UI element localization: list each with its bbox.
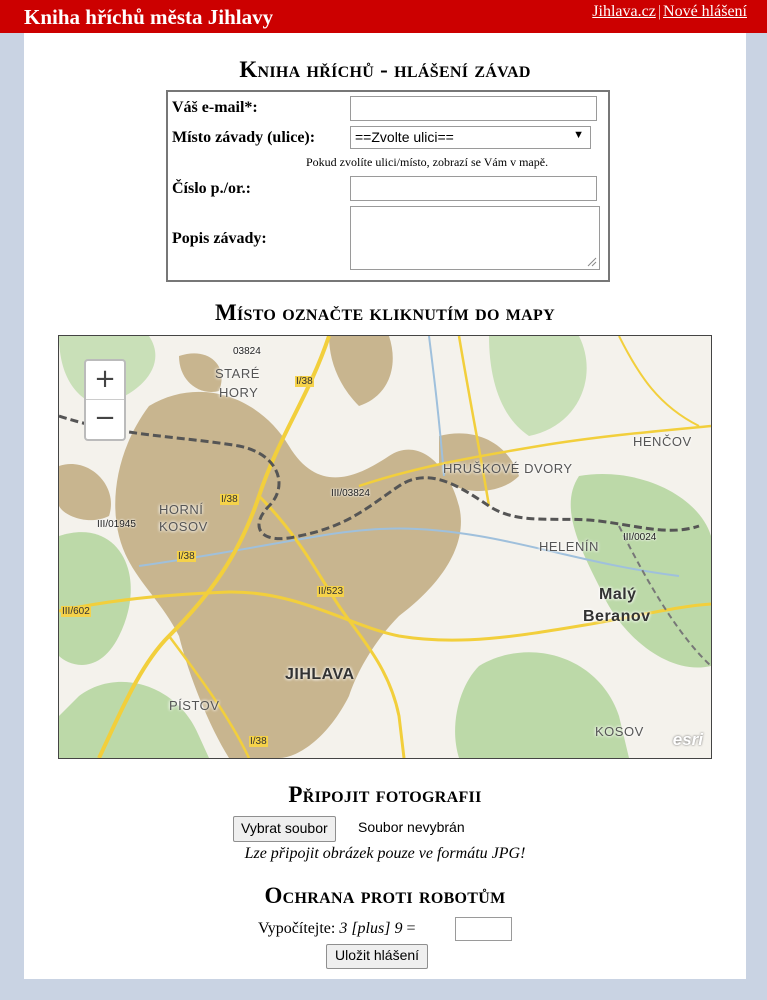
road-label-ii523: II/523 xyxy=(318,586,344,597)
esri-logo: esri xyxy=(672,730,703,749)
captcha-answer-field[interactable] xyxy=(455,917,512,941)
street-select[interactable] xyxy=(350,126,591,149)
street-select-value: ==Zvolte ulici== xyxy=(355,129,454,145)
description-label: Popis závady: xyxy=(172,230,267,247)
road-label-iii01945: III/01945 xyxy=(97,519,136,530)
street-hint: Pokud zvolíte ulici/místo, zobrazí se Vám v mapě. xyxy=(306,155,549,169)
jihlava-link[interactable]: Jihlava.cz xyxy=(592,3,656,20)
road-label-i38-south: I/38 xyxy=(250,736,267,747)
zoom-out-button[interactable]: − xyxy=(94,403,116,433)
link-separator: | xyxy=(657,3,662,20)
road-label-i38-north: I/38 xyxy=(296,376,313,387)
main-content xyxy=(24,33,746,979)
new-report-link[interactable]: Nové hlášení xyxy=(663,3,747,20)
save-report-button[interactable]: Uložit hlášení xyxy=(326,944,428,969)
file-status: Soubor nevybrán xyxy=(358,819,465,835)
choose-file-button[interactable]: Vybrat soubor xyxy=(233,816,336,842)
captcha-prefix: Vypočítejte: xyxy=(258,920,336,937)
house-number-field[interactable] xyxy=(350,176,597,201)
map-label-hory: HORY xyxy=(219,385,259,400)
map-label-jihlava: JIHLAVA xyxy=(285,666,355,683)
road-label-i38-west: I/38 xyxy=(178,551,195,562)
map-label-beranov: Beranov xyxy=(583,608,651,625)
map-label-kosov-south: KOSOV xyxy=(595,724,644,739)
map-label-kosov-north: KOSOV xyxy=(159,519,208,534)
form-heading: Kniha hříchů - hlášení závad xyxy=(239,57,531,82)
chevron-down-icon: ▼ xyxy=(573,129,584,141)
map-label-maly: Malý xyxy=(599,586,637,603)
map-label-stare: STARÉ xyxy=(215,366,260,381)
map-label-hruskove-dvory: HRUŠKOVÉ DVORY xyxy=(443,461,573,476)
top-bar xyxy=(0,0,767,33)
map-heading: Místo označte kliknutím do mapy xyxy=(215,300,555,325)
top-links xyxy=(592,3,747,21)
street-label: Místo závady (ulice): xyxy=(172,129,316,146)
road-label-iii03824: III/03824 xyxy=(331,488,370,499)
description-textarea[interactable] xyxy=(350,206,600,270)
road-label-iii0024: III/0024 xyxy=(623,532,657,543)
report-form xyxy=(166,90,610,282)
road-label-iii602: III/602 xyxy=(62,606,90,617)
email-label: Váš e-mail*: xyxy=(172,99,258,116)
road-label-i38-mid: I/38 xyxy=(221,494,238,505)
road-label-03824: 03824 xyxy=(233,346,261,357)
email-field[interactable] xyxy=(350,96,597,121)
captcha-expression: 3 [plus] 9 xyxy=(339,920,403,937)
resize-handle-icon[interactable] xyxy=(587,257,597,267)
captcha-heading: Ochrana proti robotům xyxy=(264,883,506,908)
zoom-in-button[interactable]: + xyxy=(86,361,124,400)
zoom-control xyxy=(84,359,126,441)
map-label-horni: HORNÍ xyxy=(159,502,204,517)
map-tiles xyxy=(59,336,711,758)
photo-format-note: Lze připojit obrázek pouze ve formátu JPG! xyxy=(244,845,526,862)
site-title: Kniha hříchů města Jihlavy xyxy=(24,5,274,29)
map[interactable] xyxy=(58,335,712,759)
house-number-label: Číslo p./or.: xyxy=(172,180,251,197)
map-label-hencov: HENČOV xyxy=(633,434,692,449)
captcha-equals: = xyxy=(406,920,416,937)
captcha-question xyxy=(258,920,415,938)
map-label-pistov: PÍSTOV xyxy=(169,698,220,713)
map-label-helenin: HELENÍN xyxy=(539,539,599,554)
photo-heading: Připojit fotografii xyxy=(288,782,482,807)
